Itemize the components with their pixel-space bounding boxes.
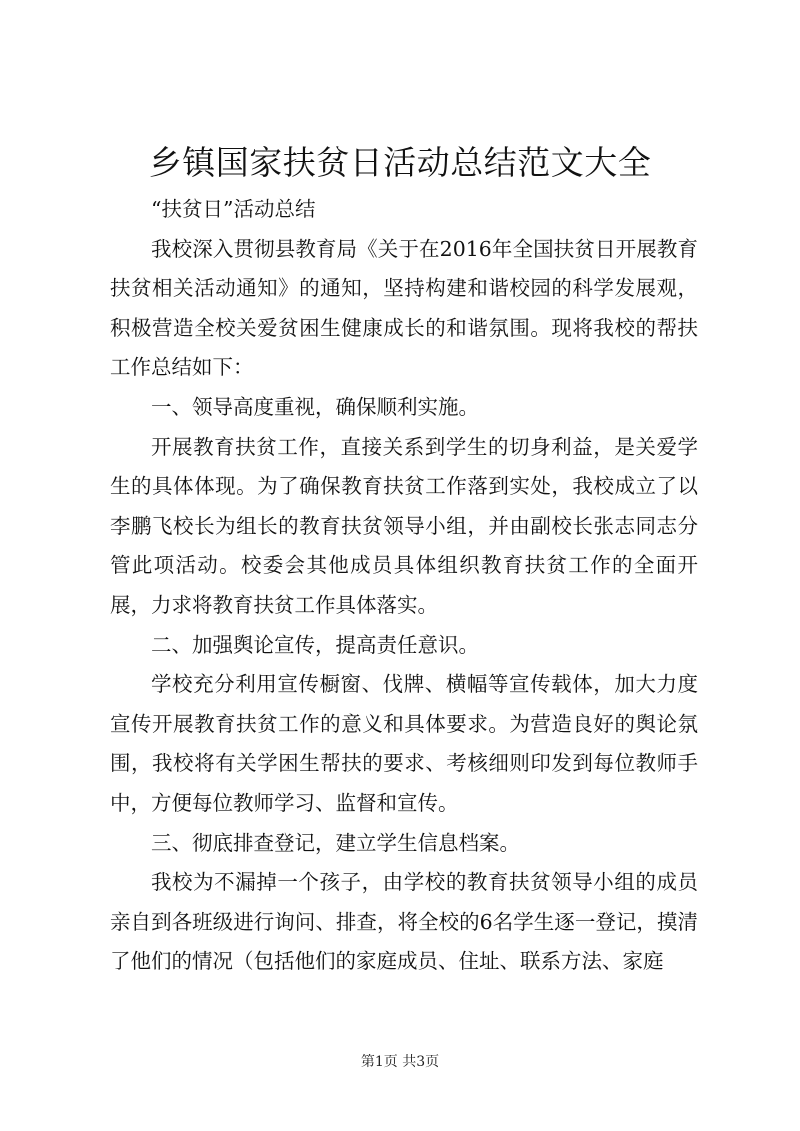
section-heading-3: 三、彻底排查登记，建立学生信息档案。 <box>151 830 520 855</box>
section-1-paragraph: 开展教育扶贫工作，直接关系到学生的切身利益，是关爱学生的具体体现。为了确保教育扶贫工作落到实处，我校成立了以李鹏飞校长为组长的教育扶贫领导小组，并由副校长张志同志分管此项活动。校委会其他成员具体组织教育扶贫工作的全面开展，力求将教育扶贫工作具体落实。 <box>110 434 698 617</box>
page-number-footer: 第1页 共3页 <box>360 1054 440 1070</box>
section-subtitle: “扶贫日”活动总结 <box>151 197 316 221</box>
document-title: 乡镇国家扶贫日活动总结范文大全 <box>148 143 652 182</box>
section-2-paragraph: 学校充分利用宣传橱窗、伐牌、横幅等宣传载体，加大力度宣传开展教育扶贫工作的意义和具体要求。为营造良好的舆论氛围，我校将有关学困生帮扶的要求、考核细则印发到每位教师手中，方便每位教师学习、监督和宣传。 <box>110 672 698 815</box>
intro-paragraph: 我校深入贯彻县教育局《关于在2016年全国扶贫日开展教育扶贫相关活动通知》的通知，坚持构建和谐校园的科学发展观，积极营造全校关爱贫困生健康成长的和谐氛围。现将我校的帮扶工作总结如下： <box>110 236 698 380</box>
section-heading-2: 二、加强舆论宣传，提高责任意识。 <box>151 632 479 657</box>
section-heading-1: 一、领导高度重视，确保顺利实施。 <box>151 394 479 419</box>
section-3-paragraph: 我校为不漏掉一个孩子，由学校的教育扶贫领导小组的成员亲自到各班级进行询问、排查，将全校的6名学生逐一登记，摸清了他们的情况（包括他们的家庭成员、住址、联系方法、家庭 <box>110 870 698 974</box>
document-body <box>110 190 698 982</box>
